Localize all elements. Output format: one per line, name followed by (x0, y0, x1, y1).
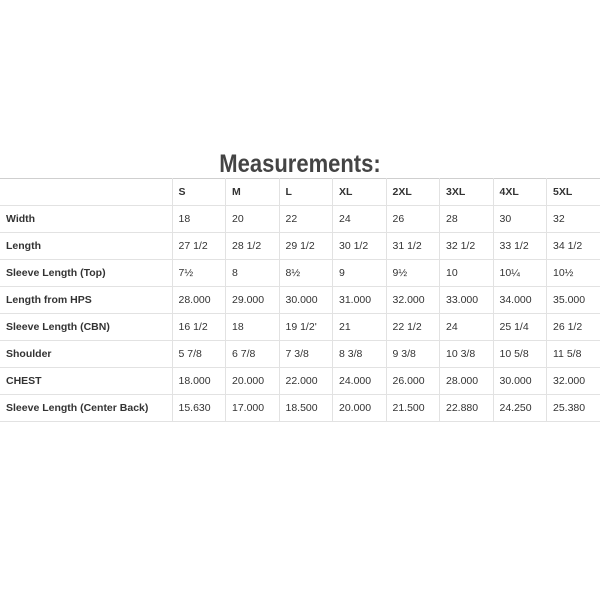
table-cell: 11 5/8 (547, 341, 600, 368)
table-cell: 20.000 (226, 368, 280, 395)
table-cell: 29.000 (226, 287, 280, 314)
row-label: Sleeve Length (Top) (0, 260, 172, 287)
table-cell: 28 (440, 206, 494, 233)
table-cell: 10¼ (493, 260, 547, 287)
table-row (0, 287, 600, 314)
table-cell: 20 (226, 206, 280, 233)
row-label: Length from HPS (0, 287, 172, 314)
table-cell: 34 1/2 (547, 233, 600, 260)
size-chart-table (0, 178, 600, 422)
table-cell: 21.500 (386, 395, 440, 422)
table-cell: 24 (440, 314, 494, 341)
table-cell: 31 1/2 (386, 233, 440, 260)
table-cell: 32.000 (386, 287, 440, 314)
page-title: Measurements: (219, 150, 381, 178)
table-cell: 25 1/4 (493, 314, 547, 341)
table-row (0, 260, 600, 287)
table-cell: 26 1/2 (547, 314, 600, 341)
table-row (0, 314, 600, 341)
table-cell: 30.000 (279, 287, 333, 314)
table-cell: 22.000 (279, 368, 333, 395)
table-header-row (0, 179, 600, 206)
table-cell: 7 3/8 (279, 341, 333, 368)
table-cell: 18 (226, 314, 280, 341)
table-cell: 28 1/2 (226, 233, 280, 260)
row-label: Sleeve Length (Center Back) (0, 395, 172, 422)
table-cell: 19 1/2' (279, 314, 333, 341)
table-cell: 10½ (547, 260, 600, 287)
table-cell: 21 (333, 314, 387, 341)
table-cell: 28.000 (440, 368, 494, 395)
table-row (0, 368, 600, 395)
table-cell: 26.000 (386, 368, 440, 395)
table-cell: 8 3/8 (333, 341, 387, 368)
table-cell: 17.000 (226, 395, 280, 422)
table-row (0, 395, 600, 422)
table-cell: 9 3/8 (386, 341, 440, 368)
table-cell: 6 7/8 (226, 341, 280, 368)
table-cell: 16 1/2 (172, 314, 226, 341)
table-cell: 33.000 (440, 287, 494, 314)
table-cell: 28.000 (172, 287, 226, 314)
table-cell: 30 1/2 (333, 233, 387, 260)
table-cell: 9 (333, 260, 387, 287)
row-label: Sleeve Length (CBN) (0, 314, 172, 341)
table-cell: 10 5/8 (493, 341, 547, 368)
column-header: S (172, 179, 226, 206)
table-cell: 24 (333, 206, 387, 233)
table-cell: 24.250 (493, 395, 547, 422)
table-cell: 18 (172, 206, 226, 233)
table-cell: 9½ (386, 260, 440, 287)
table-cell: 34.000 (493, 287, 547, 314)
table-cell: 24.000 (333, 368, 387, 395)
table-row (0, 206, 600, 233)
table-cell: 30 (493, 206, 547, 233)
table-cell: 8½ (279, 260, 333, 287)
table-cell: 5 7/8 (172, 341, 226, 368)
column-header: L (279, 179, 333, 206)
column-header: 3XL (440, 179, 494, 206)
table-cell: 29 1/2 (279, 233, 333, 260)
table-cell: 32 1/2 (440, 233, 494, 260)
table-cell: 20.000 (333, 395, 387, 422)
table-cell: 33 1/2 (493, 233, 547, 260)
row-label: CHEST (0, 368, 172, 395)
table-cell: 22 (279, 206, 333, 233)
table-cell: 31.000 (333, 287, 387, 314)
table-cell: 10 (440, 260, 494, 287)
column-header: 4XL (493, 179, 547, 206)
column-header: XL (333, 179, 387, 206)
table-cell: 8 (226, 260, 280, 287)
table-cell: 10 3/8 (440, 341, 494, 368)
table-cell: 15.630 (172, 395, 226, 422)
table-cell: 27 1/2 (172, 233, 226, 260)
table-row (0, 341, 600, 368)
column-header: M (226, 179, 280, 206)
row-label: Shoulder (0, 341, 172, 368)
table-cell: 25.380 (547, 395, 600, 422)
column-header: 5XL (547, 179, 600, 206)
table-cell: 22.880 (440, 395, 494, 422)
corner-cell (0, 179, 172, 206)
table-cell: 30.000 (493, 368, 547, 395)
table-cell: 35.000 (547, 287, 600, 314)
table-row (0, 233, 600, 260)
row-label: Width (0, 206, 172, 233)
row-label: Length (0, 233, 172, 260)
column-header: 2XL (386, 179, 440, 206)
table-cell: 18.500 (279, 395, 333, 422)
table-cell: 7½ (172, 260, 226, 287)
table-cell: 18.000 (172, 368, 226, 395)
table-cell: 32 (547, 206, 600, 233)
table-cell: 26 (386, 206, 440, 233)
table-cell: 32.000 (547, 368, 600, 395)
table-cell: 22 1/2 (386, 314, 440, 341)
